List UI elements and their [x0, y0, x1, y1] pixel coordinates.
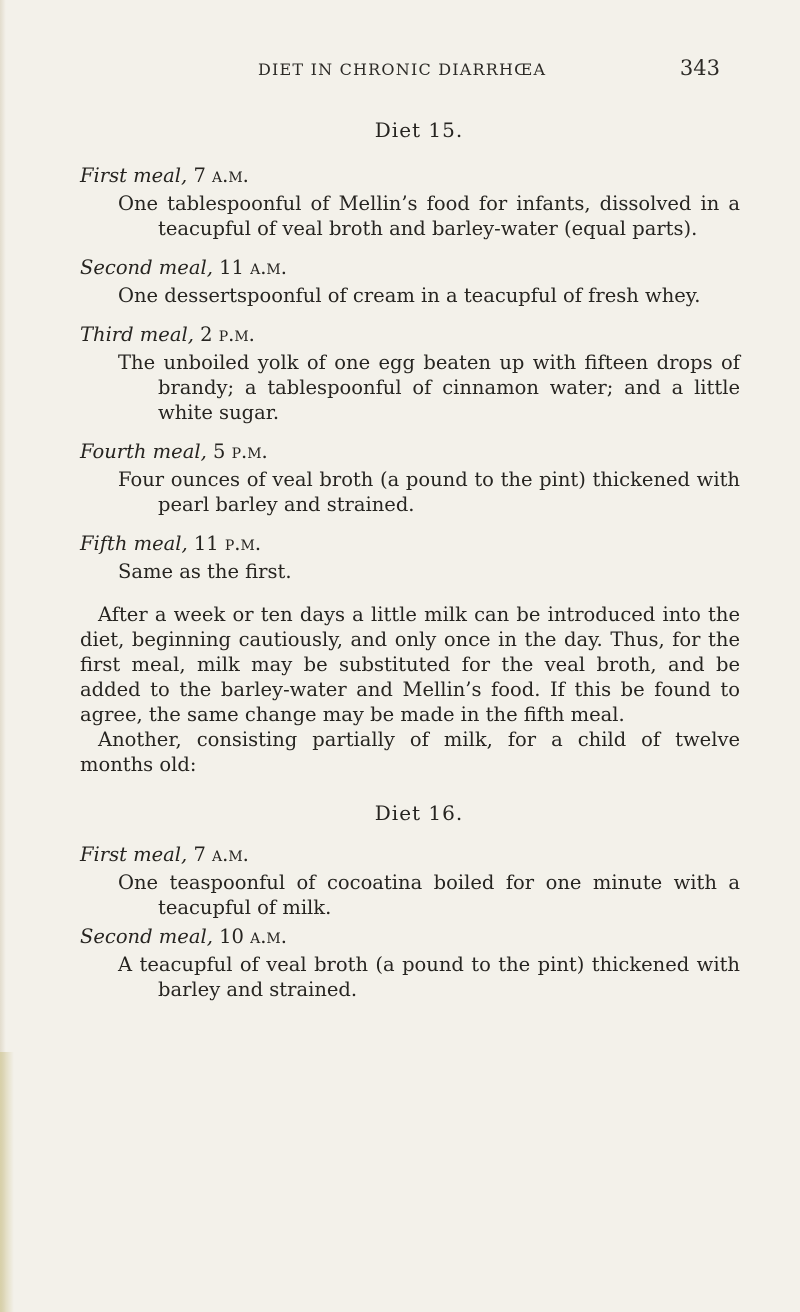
meal-description: One tablespoonful of Mellin’s food for infants, dissolved in a teacupful of veal broth and barley-water (equal parts). [118, 192, 740, 240]
meal-description: One teaspoonful of cocoatina boiled for one minute with a teacupful of milk. [118, 871, 740, 919]
meal-time: 7 a.m. [193, 164, 249, 187]
meal-time: 11 a.m. [219, 256, 287, 279]
meal-heading [80, 531, 740, 556]
meal-time: 10 a.m. [219, 925, 287, 948]
meal-description: Four ounces of veal broth (a pound to the pint) thickened with pearl barley and strained. [118, 468, 740, 516]
meal-description: A teacupful of veal broth (a pound to the pint) thickened with barley and strained. [118, 953, 740, 1001]
paragraph-another-diet: Another, consisting partially of milk, for a child of twelve months old: [80, 728, 740, 776]
meal-description: Same as the first. [118, 560, 292, 583]
meal-heading [80, 255, 740, 280]
page-number: 343 [679, 56, 720, 80]
diet-16-meal-1 [80, 842, 740, 920]
page-header [0, 56, 800, 86]
meal-label: Fourth meal, [80, 440, 207, 463]
meal-label: First meal, [80, 843, 188, 866]
meal-label: Fifth meal, [80, 532, 188, 555]
diet-15-meal-4 [80, 439, 740, 517]
diet-16-title: Diet 16. [374, 801, 464, 825]
meal-time: 5 p.m. [212, 440, 268, 463]
diet-15-meal-5 [80, 531, 740, 584]
paragraph-milk-introduction: After a week or ten days a little milk can be introduced into the diet, beginning cautiously, and only once in the day. Thus, for the first meal, milk may be substituted for the veal broth, and be added to the barley-water and Mellin’s food. If this be found to agree, the same change may be made in the fifth meal. [80, 603, 740, 726]
running-head: DIET IN CHRONIC DIARRHŒA [258, 60, 547, 79]
diet-15-meal-1 [80, 163, 740, 241]
diet-16-meal-2 [80, 924, 740, 1002]
meal-time: 2 p.m. [200, 323, 255, 346]
meal-heading [80, 439, 740, 464]
meal-heading [80, 842, 740, 867]
page-content [80, 118, 740, 1006]
meal-label: Third meal, [80, 323, 194, 346]
diet-15-meal-3 [80, 322, 740, 425]
meal-heading [80, 924, 740, 949]
diet-15-title: Diet 15. [374, 118, 464, 142]
meal-time: 11 p.m. [193, 532, 262, 555]
diet-15-meal-2 [80, 255, 740, 308]
meal-time: 7 a.m. [193, 843, 249, 866]
meal-description: The unboiled yolk of one egg beaten up with fifteen drops of brandy; a tablespoonful of cinnamon water; and a little white sugar. [118, 351, 740, 424]
meal-heading [80, 322, 740, 347]
meal-label: First meal, [80, 164, 188, 187]
meal-description: One dessertspoonful of cream in a teacupful of fresh whey. [118, 284, 701, 307]
page-stain [0, 1052, 14, 1312]
meal-heading [80, 163, 740, 188]
body-text [80, 602, 740, 777]
meal-label: Second meal, [80, 256, 213, 279]
meal-label: Second meal, [80, 925, 213, 948]
